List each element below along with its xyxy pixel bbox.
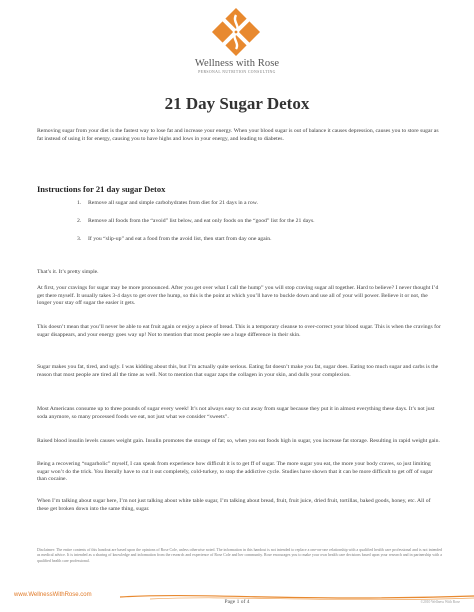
brand-name: Wellness with Rose [194, 58, 280, 69]
body-paragraph: At first, your cravings for sugar may be more pronounced. After you get over what I call the hump” you will stop craving sugar all together. Hard to believe? I never thought I’d get there myself. It usually takes 3-4 days to get over the hump, so this is the point at which you’ll have to buckle down and use all of your will power. Believe it or not, the longer your stay off sugar the easier it gets. [37, 285, 439, 307]
list-item-text: Remove all sugar and simple carbohydrates from diet for 21 days in a row. [88, 200, 258, 206]
instructions-heading: Instructions for 21 day sugar Detox [37, 184, 166, 194]
footer-website-link[interactable]: www.WellnessWithRose.com [14, 592, 92, 598]
intro-paragraph: Removing sugar from your diet is the fastest way to lose fat and increase your energy. When your blood sugar is out of balance it causes depression, causes you to store sugar as fat instead of using it for energy, causing you to have highs and lows in your energy, and leading to diabetes. [37, 128, 439, 142]
body-paragraph: Raised blood insulin levels causes weight gain. Insulin promotes the storage of fat; so, when you eat foods high in sugar, you increase fat storage. Resulting in rapid weight gain. [37, 438, 440, 444]
body-paragraph: Most Americans consume up to three pounds of sugar every week! It’s not always easy to cut away from sugar because they put it in almost everything these days. It’s not just soda anymore, so many processed foods we eat, not just what we consider “sweets”. [37, 406, 435, 420]
body-paragraph: That’s it. It’s pretty simple. [37, 269, 99, 275]
page-number: Page 1 of 4 [224, 599, 250, 605]
list-item-number: 1. [77, 200, 82, 206]
disclaimer-text: Disclaimer: The entire contents of this handout are based upon the opinions of Rose Cole, unless otherwise noted. The information in this handout is not intended to replace a one-on-one relationship with a qualified health care professional and is not intended as medical advice. It is intended as a sharing of knowledge and information from the research and experience of Rose Cole and her community. Rose encourages you to make your own health care decisions based upon your research and in partnership with a qualified health care professional. [37, 548, 442, 563]
list-item-number: 2. [77, 218, 82, 224]
body-paragraph: Sugar makes you fat, tired, and ugly. I was kidding about this, but I’m actually quite serious. Eating fat doesn’t make you fat, sugar does. Eating too much sugar and carbs is the reason that most people are tired all the time as well. Not to mention that sugar zaps the collagen in your skin, and dulls your complexion. [37, 364, 439, 378]
list-item-text: Remove all foods from the “avoid” list below, and eat only foods on the “good” list for the 21 days. [88, 218, 315, 224]
list-item-text: If you “slip-up” and eat a food from the avoid list, then start from day one again. [88, 236, 272, 242]
footer-copyright: ©2010 Wellness With Rose [420, 600, 460, 604]
body-paragraph: This doesn’t mean that you’ll never be able to eat fruit again or enjoy a piece of bread. This is a temporary cleanse to over-correct your blood sugar. This is when the cravings for sugar disappears, and your energy goes way up! Not to mention that most people see a huge difference in their skin. [37, 324, 441, 338]
brand-subtitle: PERSONAL NUTRITION CONSULTING [198, 70, 276, 74]
page-title: 21 Day Sugar Detox [164, 94, 310, 113]
orange-diamond-logo-icon [205, 6, 267, 58]
body-paragraph: When I’m talking about sugar here, I’m not just talking about white table sugar, I’m talking about bread, fruit, fruit juice, dried fruit, tortillas, baked goods, honey, etc. All of these get broken down into the same thing, sugar. [37, 498, 431, 512]
list-item-number: 3. [77, 236, 82, 242]
body-paragraph: Being a recovering “sugarholic” myself, I can speak from experience how difficult it is to get ff of sugar. The more sugar you eat, the more your body craves, so just limiting sugar won’t do the trick. You literally have to cut it out completely, cold-turkey, to stop the addictive cycle. Studies have shown that it can be more difficult to get off of sugar than cocaine. [37, 461, 433, 483]
